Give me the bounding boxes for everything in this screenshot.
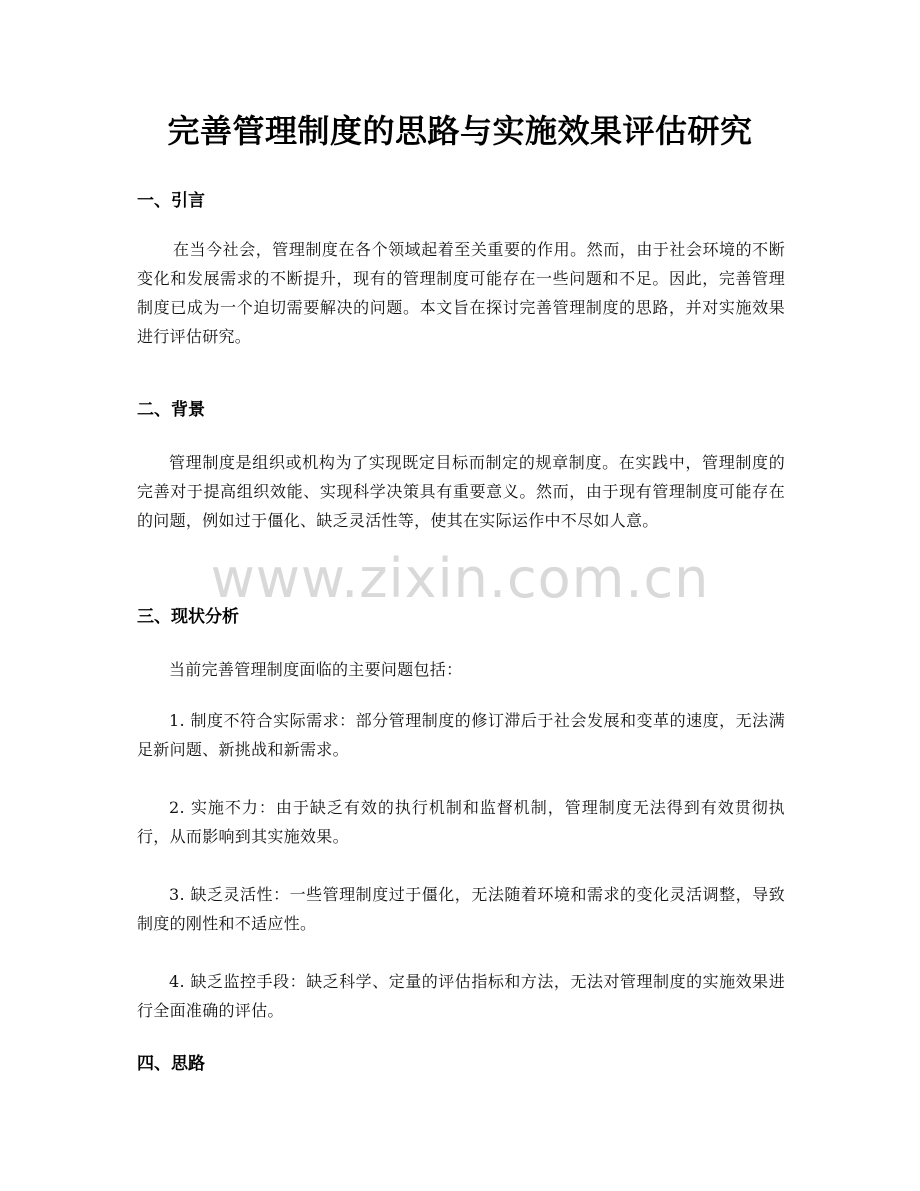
section-heading-background: 二、背景	[137, 400, 205, 420]
paragraph-background: 管理制度是组织或机构为了实现既定目标而制定的规章制度。在实践中，管理制度的完善对于提高组织效能、实现科学决策具有重要意义。然而，由于现有管理制度可能存在的问题，例如过于僵化、缺乏灵活性等，使其在实际运作中不尽如人意。	[137, 453, 785, 530]
list-item-2: 2. 实施不力：由于缺乏有效的执行机制和监督机制，管理制度无法得到有效贯彻执行，从而影响到其实施效果。	[137, 798, 785, 846]
paragraph-status-lead: 当前完善管理制度面临的主要问题包括：	[169, 660, 463, 679]
section-heading-status: 三、现状分析	[137, 607, 239, 627]
list-item-3: 3. 缺乏灵活性：一些管理制度过于僵化，无法随着环境和需求的变化灵活调整，导致制度的刚性和不适应性。	[137, 885, 785, 933]
document-title: 完善管理制度的思路与实施效果评估研究	[167, 112, 753, 150]
paragraph-intro: 在当今社会，管理制度在各个领域起着至关重要的作用。然而，由于社会环境的不断变化和发展需求的不断提升，现有的管理制度可能存在一些问题和不足。因此，完善管理制度已成为一个迫切需要解决的问题。本文旨在探讨完善管理制度的思路，并对实施效果进行评估研究。	[137, 240, 785, 346]
section-heading-intro: 一、引言	[137, 191, 205, 211]
list-item-4: 4. 缺乏监控手段：缺乏科学、定量的评估指标和方法，无法对管理制度的实施效果进行全面准确的评估。	[137, 972, 785, 1020]
list-item-1: 1. 制度不符合实际需求：部分管理制度的修订滞后于社会发展和变革的速度，无法满足新问题、新挑战和新需求。	[137, 711, 785, 759]
watermark: www.zixin.com.cn	[210, 547, 710, 610]
section-heading-ideas: 四、思路	[137, 1054, 205, 1074]
